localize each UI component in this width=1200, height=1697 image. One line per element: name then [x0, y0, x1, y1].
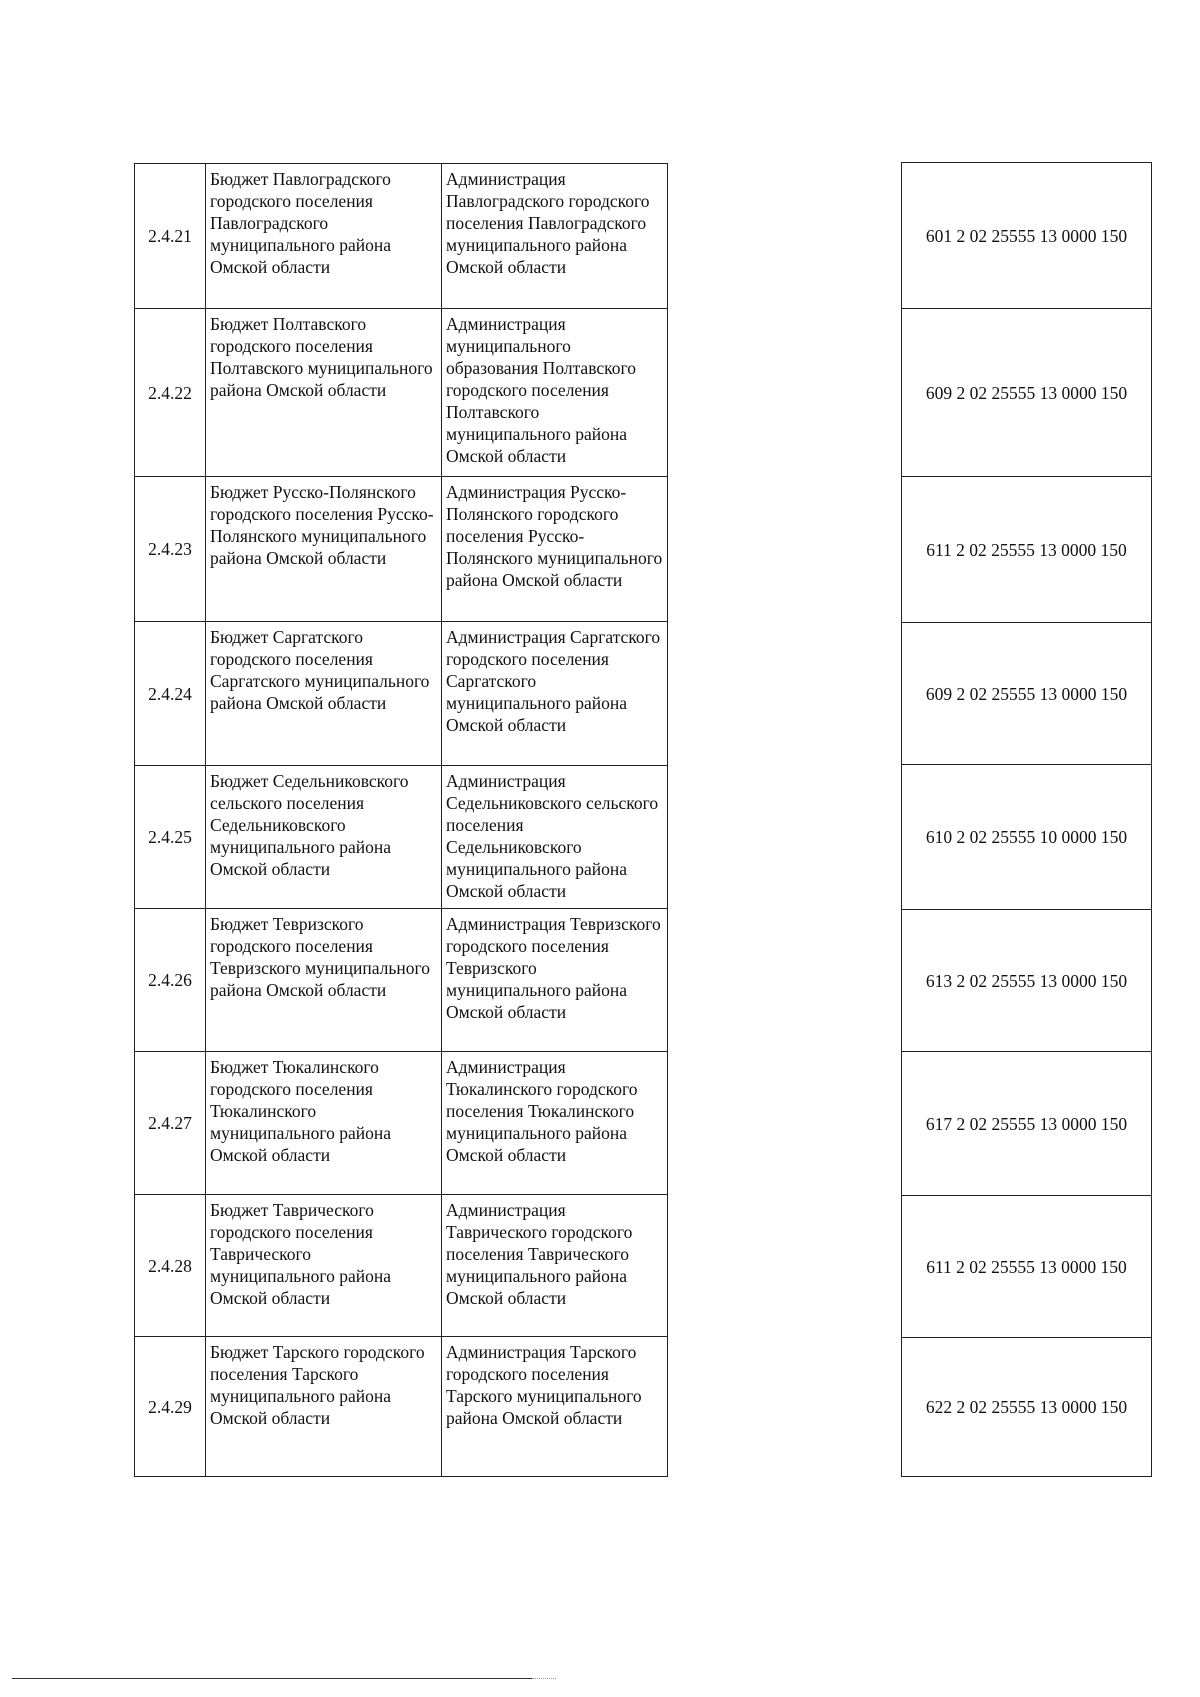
budget-cell: Бюджет Седельниковского сельского поселения Седельниковского муниципального района Омской области: [206, 766, 442, 909]
budget-cell: Бюджет Полтавского городского поселения Полтавского муниципального района Омской области: [206, 309, 442, 477]
admin-cell: Администрация муниципального образования Полтавского городского поселения Полтавского муниципального района Омской области: [442, 309, 668, 477]
admin-cell: Администрация Саргатского городского поселения Саргатского муниципального района Омской области: [442, 622, 668, 766]
budget-admin-table: [134, 163, 668, 1477]
footer-rule-faint: [532, 1678, 556, 1679]
row-number: 2.4.27: [135, 1052, 206, 1195]
table-row: [902, 163, 1152, 309]
table-row: [135, 1195, 668, 1337]
table-row: [135, 622, 668, 766]
admin-cell: Администрация Павлоградского городского поселения Павлоградского муниципального района Омской области: [442, 164, 668, 309]
table-row: [902, 477, 1152, 623]
code-cell: 611 2 02 25555 13 0000 150: [902, 1196, 1152, 1338]
code-cell: 610 2 02 25555 10 0000 150: [902, 765, 1152, 910]
row-number: 2.4.25: [135, 766, 206, 909]
code-cell: 609 2 02 25555 13 0000 150: [902, 309, 1152, 477]
admin-cell: Администрация Тюкалинского городского поселения Тюкалинского муниципального района Омской области: [442, 1052, 668, 1195]
budget-cell: Бюджет Тевризского городского поселения Тевризского муниципального района Омской области: [206, 909, 442, 1052]
table-row: [135, 766, 668, 909]
admin-cell: Администрация Седельниковского сельского поселения Седельниковского муниципального района Омской области: [442, 766, 668, 909]
code-cell: 613 2 02 25555 13 0000 150: [902, 910, 1152, 1052]
row-number: 2.4.24: [135, 622, 206, 766]
table-row: [902, 1338, 1152, 1477]
row-number: 2.4.26: [135, 909, 206, 1052]
table-row: [135, 477, 668, 622]
budget-cell: Бюджет Таврического городского поселения Таврического муниципального района Омской области: [206, 1195, 442, 1337]
row-number: 2.4.23: [135, 477, 206, 622]
table-row: [135, 164, 668, 309]
code-cell: 601 2 02 25555 13 0000 150: [902, 163, 1152, 309]
budget-cell: Бюджет Павлоградского городского поселения Павлоградского муниципального района Омской области: [206, 164, 442, 309]
code-cell: 611 2 02 25555 13 0000 150: [902, 477, 1152, 623]
admin-cell: Администрация Таврического городского поселения Таврического муниципального района Омской области: [442, 1195, 668, 1337]
row-number: 2.4.21: [135, 164, 206, 309]
admin-cell: Администрация Тевризского городского поселения Тевризского муниципального района Омской области: [442, 909, 668, 1052]
table-row: [135, 1337, 668, 1477]
code-table: [901, 162, 1152, 1477]
table-row: [902, 623, 1152, 765]
budget-cell: Бюджет Саргатского городского поселения Саргатского муниципального района Омской области: [206, 622, 442, 766]
code-cell: 622 2 02 25555 13 0000 150: [902, 1338, 1152, 1477]
row-number: 2.4.29: [135, 1337, 206, 1477]
row-number: 2.4.28: [135, 1195, 206, 1337]
code-cell: 609 2 02 25555 13 0000 150: [902, 623, 1152, 765]
table-row: [135, 309, 668, 477]
code-cell: 617 2 02 25555 13 0000 150: [902, 1052, 1152, 1196]
footer-rule: [12, 1678, 532, 1679]
admin-cell: Администрация Русско-Полянского городского поселения Русско-Полянского муниципального района Омской области: [442, 477, 668, 622]
table-row: [902, 1196, 1152, 1338]
budget-cell: Бюджет Тарского городского поселения Тарского муниципального района Омской области: [206, 1337, 442, 1477]
table-row: [135, 1052, 668, 1195]
budget-cell: Бюджет Русско-Полянского городского поселения Русско-Полянского муниципального района Омской области: [206, 477, 442, 622]
table-row: [902, 910, 1152, 1052]
table-row: [902, 1052, 1152, 1196]
table-row: [135, 909, 668, 1052]
table-row: [902, 309, 1152, 477]
table-row: [902, 765, 1152, 910]
budget-cell: Бюджет Тюкалинского городского поселения Тюкалинского муниципального района Омской области: [206, 1052, 442, 1195]
admin-cell: Администрация Тарского городского поселения Тарского муниципального района Омской области: [442, 1337, 668, 1477]
row-number: 2.4.22: [135, 309, 206, 477]
